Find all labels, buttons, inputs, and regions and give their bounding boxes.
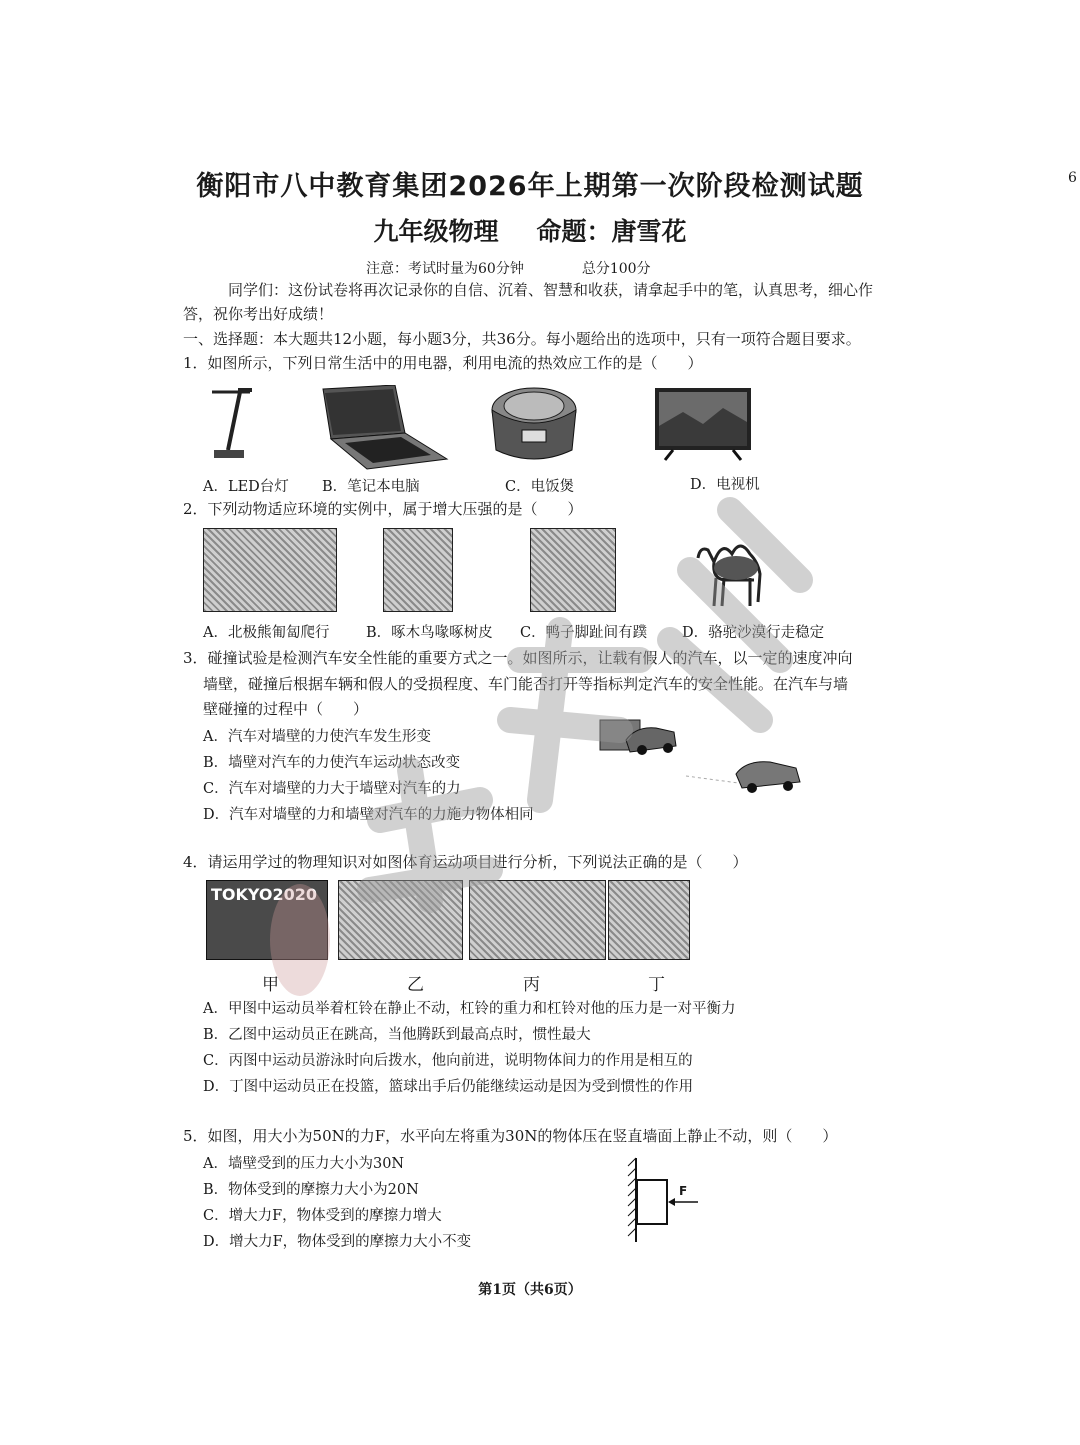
q4-option-b: B．乙图中运动员正在跳高，当他腾跃到最高点时，惯性最大 — [203, 1027, 591, 1043]
basketball-photo — [608, 880, 690, 960]
q3-stem-line-1: 3．碰撞试验是检测汽车安全性能的重要方式之一。如图所示，让载有假人的汽车，以一定的速度冲向 — [183, 649, 853, 667]
q1-option-d: D．电视机 — [690, 477, 760, 493]
intro-line-1: 同学们：这份试卷将再次记录你的自信、沉着、智慧和收获，请拿起手中的笔，认真思考，细心作 — [228, 281, 874, 299]
q3-option-b: B．墙壁对汽车的力使汽车运动状态改变 — [203, 755, 461, 771]
duck-feet-photo — [530, 528, 616, 612]
label-yi: 乙 — [407, 975, 424, 995]
q1-option-b: B．笔记本电脑 — [322, 479, 420, 495]
q2-stem: 2．下列动物适应环境的实例中，属于增大压强的是（ ） — [183, 500, 583, 518]
q3-option-c: C．汽车对墙壁的力大于墙壁对汽车的力 — [203, 781, 461, 797]
label-bing: 丙 — [523, 975, 540, 995]
exam-subtitle — [0, 212, 1060, 248]
tokyo-2020-text: TOKYO2020 — [211, 885, 318, 904]
lamp-image — [200, 382, 260, 467]
q4-stem: 4．请运用学过的物理知识对如图体育运动项目进行分析，下列说法正确的是（ ） — [183, 853, 748, 871]
rice-cooker-image — [484, 380, 584, 468]
q4-option-c: C．丙图中运动员游泳时向后拨水，他向前进，说明物体间力的作用是相互的 — [203, 1053, 693, 1069]
intro-line-2: 答，祝你考出好成绩！ — [183, 305, 334, 323]
q4-option-a: A．甲图中运动员举着杠铃在静止不动，杠铃的重力和杠铃对他的压力是一对平衡力 — [203, 1001, 736, 1017]
polar-bear-photo — [203, 528, 337, 612]
total-score: 总分100分 — [581, 261, 651, 277]
force-label: F — [679, 1184, 688, 1198]
exam-title: 衡阳市八中教育集团2026年上期第一次阶段检测试题 — [196, 171, 864, 202]
q3-stem-line-2: 墙壁，碰撞后根据车辆和假人的受损程度、车门能否打开等指标判定汽车的安全性能。在汽车与墙 — [203, 675, 849, 693]
section-heading: 一、选择题：本大题共12小题，每小题3分，共36分。每小题给出的选项中，只有一项符合题目要求。 — [183, 330, 861, 348]
time-notice: 注意：考试时量为60分钟 — [366, 261, 524, 277]
subject-label: 九年级物理 — [373, 217, 499, 246]
label-jia: 甲 — [262, 975, 279, 995]
q5-option-b: B．物体受到的摩擦力大小为20N — [203, 1182, 419, 1198]
wall-force-diagram — [622, 1156, 712, 1244]
label-ding: 丁 — [648, 975, 665, 995]
page-number: 第1页（共6页） — [478, 1282, 582, 1298]
q4-option-d: D．丁图中运动员正在投篮，篮球出手后仍能继续运动是因为受到惯性的作用 — [203, 1079, 694, 1095]
q2-option-a: A．北极熊匍匐爬行 — [203, 625, 330, 641]
high-jump-photo — [338, 880, 463, 960]
q3-option-a: A．汽车对墙壁的力使汽车发生形变 — [203, 729, 431, 745]
weightlifting-photo — [206, 880, 328, 960]
q1-option-c: C．电饭煲 — [505, 479, 575, 495]
swimming-photo — [469, 880, 606, 960]
author-label: 命题：唐雪花 — [536, 217, 687, 246]
q1-option-a: A．LED台灯 — [203, 479, 289, 495]
laptop-image — [315, 385, 450, 470]
q1-stem: 1．如图所示，下列日常生活中的用电器，利用电流的热效应工作的是（ ） — [183, 354, 703, 372]
q5-option-c: C．增大力F，物体受到的摩擦力增大 — [203, 1208, 442, 1224]
q3-option-d: D．汽车对墙壁的力和墙壁对汽车的力施力物体相同 — [203, 807, 534, 823]
q5-stem: 5．如图，用大小为50N的力F，水平向左将重为30N的物体压在竖直墙面上静止不动，则（ ） — [183, 1127, 838, 1145]
corner-mark: 6 — [1068, 170, 1077, 186]
crash-test-image — [596, 714, 816, 798]
woodpecker-photo — [383, 528, 453, 612]
q5-option-d: D．增大力F，物体受到的摩擦力大小不变 — [203, 1234, 472, 1250]
exam-notice — [366, 258, 651, 278]
q2-option-d: D．骆驼沙漠行走稳定 — [682, 625, 825, 641]
q3-stem-line-3: 壁碰撞的过程中（ ） — [203, 700, 369, 718]
q2-option-b: B．啄木鸟喙啄树皮 — [366, 625, 493, 641]
q2-option-c: C．鸭子脚趾间有蹼 — [520, 625, 648, 641]
q5-option-a: A．墙壁受到的压力大小为30N — [203, 1156, 405, 1172]
camel-image — [688, 528, 778, 610]
tv-image — [653, 386, 753, 464]
